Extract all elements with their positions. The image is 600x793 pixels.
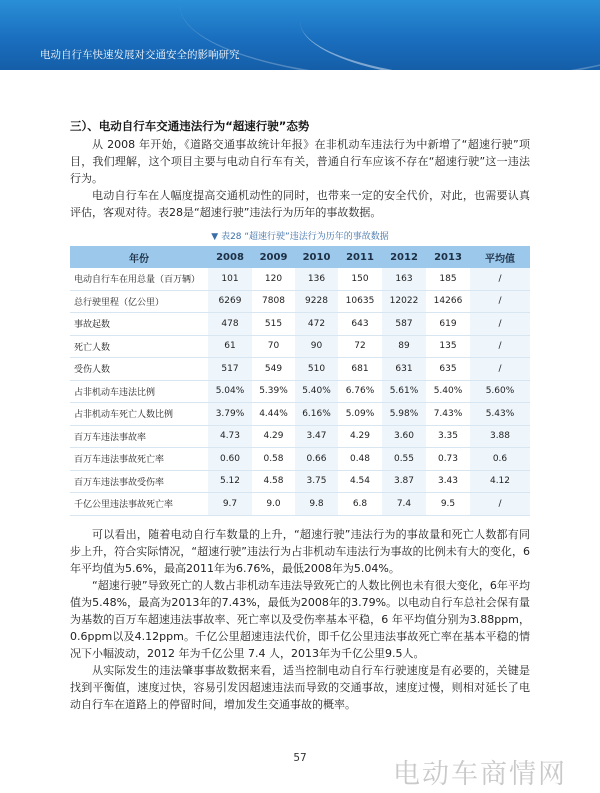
table-row [70, 268, 530, 290]
table-row [70, 448, 530, 471]
table-cell: 3.79% [208, 403, 252, 426]
table-cell: / [470, 335, 530, 358]
header-cell: 2010 [295, 246, 338, 268]
table-cell: / [470, 290, 530, 313]
running-title: 电动自行车快速发展对交通安全的影响研究 [40, 49, 240, 61]
header-cell: 2011 [338, 246, 382, 268]
table-cell: 3.75 [295, 470, 338, 493]
table-cell: 7.4 [382, 493, 426, 516]
table-cell: 510 [295, 358, 338, 381]
table-row [70, 358, 530, 381]
page-number: 57 [293, 752, 307, 764]
header-cell: 2008 [208, 246, 252, 268]
table-cell: 5.04% [208, 380, 252, 403]
row-label: 占非机动车死亡人数比例 [70, 403, 208, 426]
table-cell: 7.43% [426, 403, 470, 426]
table-cell: 9.0 [252, 493, 295, 516]
table-cell: 0.60 [208, 448, 252, 471]
table-cell: 587 [382, 313, 426, 336]
table-cell: 4.44% [252, 403, 295, 426]
table-body [70, 268, 530, 515]
table-cell: 5.40% [426, 380, 470, 403]
row-label: 百万车违法事故死亡率 [70, 448, 208, 471]
table-cell: / [470, 358, 530, 381]
table-cell: 5.40% [295, 380, 338, 403]
table-cell: 9.5 [426, 493, 470, 516]
paragraph-5: 从实际发生的违法肇事事故数据来看，适当控制电动自行车行驶速度是有必要的，关键是找到平衡值，速度过快，容易引发因超速违法而导致的交通事故，速度过慢，则相对延长了电动自行车在道路上的停留时间，增加发生交通事故的概率。 [70, 663, 530, 711]
row-label: 总行驶里程（亿公里） [70, 290, 208, 313]
table-cell: 4.54 [338, 470, 382, 493]
table-cell: 0.55 [382, 448, 426, 471]
table-cell: 5.09% [338, 403, 382, 426]
table-cell: 70 [252, 335, 295, 358]
table-cell: / [470, 268, 530, 290]
table-row [70, 380, 530, 403]
section-heading: 三）、电动自行车交通违法行为“超速行驶”态势 [70, 119, 310, 133]
table-cell: / [470, 493, 530, 516]
table-cell: 631 [382, 358, 426, 381]
table-header-row [70, 246, 530, 268]
table-cell: 517 [208, 358, 252, 381]
table-row [70, 403, 530, 426]
table-cell: 3.43 [426, 470, 470, 493]
table-cell: 9.7 [208, 493, 252, 516]
table-cell: 515 [252, 313, 295, 336]
table-cell: 4.29 [338, 425, 382, 448]
table-cell: 89 [382, 335, 426, 358]
table-cell: 681 [338, 358, 382, 381]
table-cell: 7808 [252, 290, 295, 313]
row-label: 占非机动车违法比例 [70, 380, 208, 403]
table-cell: 3.87 [382, 470, 426, 493]
table-cell: 635 [426, 358, 470, 381]
row-label: 千亿公里违法事故死亡率 [70, 493, 208, 516]
table-cell: 4.12 [470, 470, 530, 493]
table-cell: 136 [295, 268, 338, 290]
header-cell: 2013 [426, 246, 470, 268]
table-caption: ▼ 表28 “超速行驶”违法行为历年的事故数据 [211, 232, 389, 242]
data-table [70, 246, 530, 516]
table-cell: 135 [426, 335, 470, 358]
table-cell: 6.16% [295, 403, 338, 426]
header-cell: 2012 [382, 246, 426, 268]
row-label: 电动自行车在用总量（百万辆） [70, 268, 208, 290]
table-cell: 10635 [338, 290, 382, 313]
table-cell: 12022 [382, 290, 426, 313]
table-cell: 101 [208, 268, 252, 290]
table-cell: 5.39% [252, 380, 295, 403]
row-label: 死亡人数 [70, 335, 208, 358]
header-banner [0, 0, 600, 70]
row-label: 事故起数 [70, 313, 208, 336]
watermark-text: 电动车商情网 [393, 759, 567, 790]
table-cell: 4.73 [208, 425, 252, 448]
table-cell: 5.60% [470, 380, 530, 403]
table-cell: 150 [338, 268, 382, 290]
paragraph-1: 从 2008 年开始，《道路交通事故统计年报》在非机动车违法行为中新增了“超速行驶”项目，我们理解，这个项目主要与电动自行车有关，普通自行车应该不存在“超速行驶”这一违法行为。 [70, 138, 530, 185]
table-cell: 619 [426, 313, 470, 336]
table-cell: 0.58 [252, 448, 295, 471]
table-row [70, 335, 530, 358]
table-cell: 3.60 [382, 425, 426, 448]
paragraph-3: 可以看出，随着电动自行车数量的上升，“超速行驶”违法行为的事故量和死亡人数都有同步上升，符合实际情况，“超速行驶”违法行为占非机动车违法行为事故的比例未有大的变化，6年平均值为5.6%，最高2011年为6.76%，最低2008年为5.04%。 [70, 527, 530, 575]
header-year-label: 年份 [70, 246, 208, 268]
banner-swoosh [300, 0, 600, 70]
table-row [70, 313, 530, 336]
table-cell: 14266 [426, 290, 470, 313]
table-cell: 61 [208, 335, 252, 358]
table-cell: 9228 [295, 290, 338, 313]
table-cell: 0.48 [338, 448, 382, 471]
table-cell: 3.35 [426, 425, 470, 448]
table-cell: 72 [338, 335, 382, 358]
table-cell: 549 [252, 358, 295, 381]
table-cell: 3.47 [295, 425, 338, 448]
table-cell: 0.66 [295, 448, 338, 471]
table-cell: 185 [426, 268, 470, 290]
table-cell: 3.88 [470, 425, 530, 448]
table-cell: 643 [338, 313, 382, 336]
paragraph-4: “超速行驶”导致死亡的人数占非机动车违法导致死亡的人数比例也未有很大变化，6年平均值为5.48%，最高为2013年的7.43%，最低为2008年的3.79%。以电动自行车总社会保有量为基数的百万车超速违法事故率、死亡率以及受伤率基本平稳，6 年平均值分别为3.88ppm，0.6ppm以及4.12ppm。千亿公里超速违法代价，即千亿公里违法事故死亡率在基本平稳的情况下小幅波动，2012 年为千亿公里 7.4 人，2013年为千亿公里9.5人。 [70, 578, 530, 660]
page-content [70, 118, 530, 713]
table-cell: 90 [295, 335, 338, 358]
table-cell: 5.12 [208, 470, 252, 493]
table-cell: 163 [382, 268, 426, 290]
table-cell: 5.98% [382, 403, 426, 426]
table-row [70, 493, 530, 516]
table-cell: 9.8 [295, 493, 338, 516]
table-cell: 5.43% [470, 403, 530, 426]
table-row [70, 425, 530, 448]
table-cell: 0.6 [470, 448, 530, 471]
table-cell: 0.73 [426, 448, 470, 471]
row-label: 受伤人数 [70, 358, 208, 381]
table-row [70, 290, 530, 313]
header-cell: 2009 [252, 246, 295, 268]
paragraph-2: 电动自行车在人幅度提高交通机动性的同时，也带来一定的安全代价，对此，也需要认真评估，客观对待。表28是“超速行驶”违法行为历年的事故数据。 [70, 189, 530, 219]
row-label: 百万车违法事故率 [70, 425, 208, 448]
table-cell: 4.29 [252, 425, 295, 448]
table-cell: 478 [208, 313, 252, 336]
table-cell: 120 [252, 268, 295, 290]
table-row [70, 470, 530, 493]
table-cell: 4.58 [252, 470, 295, 493]
table-cell: 6.8 [338, 493, 382, 516]
table-cell: 5.61% [382, 380, 426, 403]
table-cell: 6.76% [338, 380, 382, 403]
row-label: 百万车违法事故受伤率 [70, 470, 208, 493]
header-cell: 平均值 [470, 246, 530, 268]
table-cell: / [470, 313, 530, 336]
table-cell: 6269 [208, 290, 252, 313]
table-cell: 472 [295, 313, 338, 336]
